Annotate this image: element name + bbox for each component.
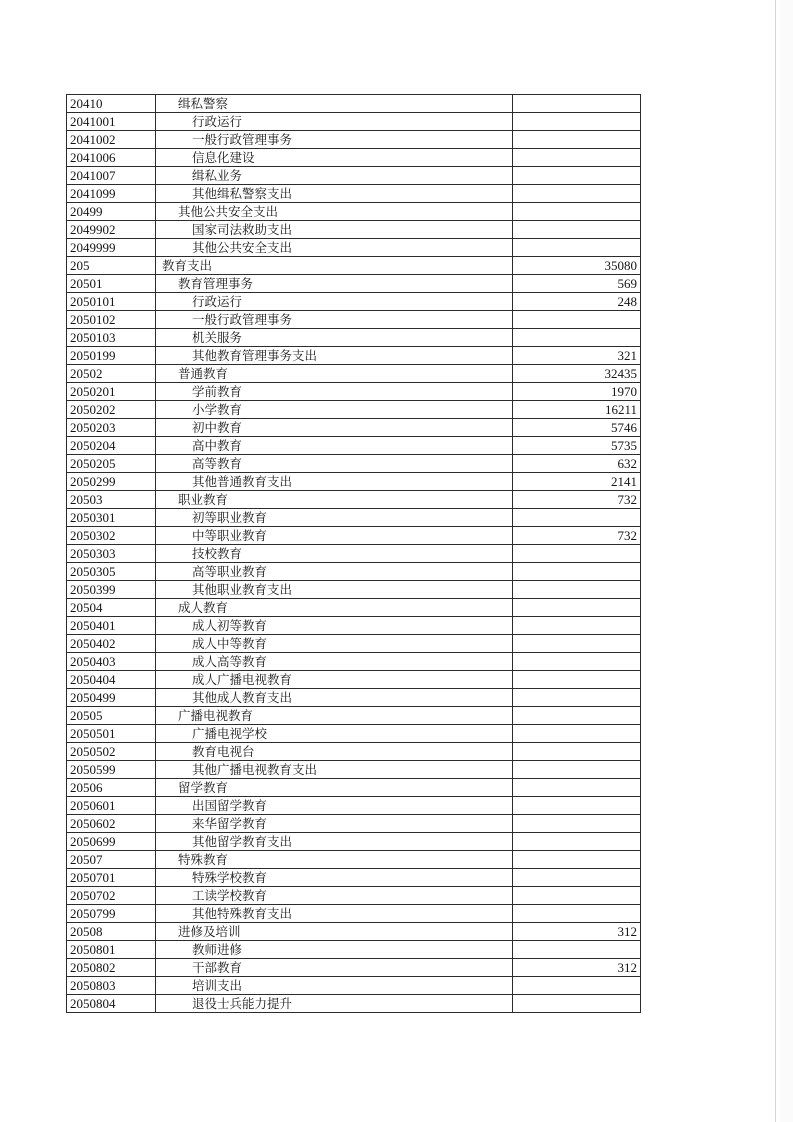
subject-code-cell: 2041006 xyxy=(67,149,156,167)
subject-code-cell: 2041001 xyxy=(67,113,156,131)
subject-code-cell: 2050502 xyxy=(67,743,156,761)
subject-name-cell: 小学教育 xyxy=(156,401,513,419)
table-row xyxy=(67,239,641,257)
table-row xyxy=(67,167,641,185)
subject-code-cell: 2050602 xyxy=(67,815,156,833)
subject-code-cell: 2050699 xyxy=(67,833,156,851)
amount-cell xyxy=(513,941,641,959)
amount-cell xyxy=(513,743,641,761)
amount-cell xyxy=(513,725,641,743)
subject-code-cell: 20508 xyxy=(67,923,156,941)
table-row xyxy=(67,833,641,851)
subject-code-cell: 2050301 xyxy=(67,509,156,527)
subject-name-cell: 教师进修 xyxy=(156,941,513,959)
amount-cell: 5735 xyxy=(513,437,641,455)
table-row xyxy=(67,905,641,923)
amount-cell: 312 xyxy=(513,959,641,977)
subject-name-cell: 机关服务 xyxy=(156,329,513,347)
table-row xyxy=(67,599,641,617)
amount-cell xyxy=(513,95,641,113)
subject-code-cell: 2050403 xyxy=(67,653,156,671)
amount-cell: 732 xyxy=(513,527,641,545)
amount-cell xyxy=(513,887,641,905)
table-row xyxy=(67,275,641,293)
table-row xyxy=(67,95,641,113)
table-row xyxy=(67,689,641,707)
amount-cell xyxy=(513,113,641,131)
table-row xyxy=(67,131,641,149)
table-row xyxy=(67,779,641,797)
amount-cell xyxy=(513,815,641,833)
amount-cell xyxy=(513,833,641,851)
table-row xyxy=(67,455,641,473)
amount-cell xyxy=(513,545,641,563)
amount-cell xyxy=(513,203,641,221)
table-row xyxy=(67,401,641,419)
table-row xyxy=(67,959,641,977)
table-row xyxy=(67,185,641,203)
subject-code-cell: 2041099 xyxy=(67,185,156,203)
amount-cell xyxy=(513,635,641,653)
amount-cell xyxy=(513,869,641,887)
amount-cell xyxy=(513,617,641,635)
subject-name-cell: 其他公共安全支出 xyxy=(156,239,513,257)
table-row xyxy=(67,671,641,689)
amount-cell: 312 xyxy=(513,923,641,941)
amount-cell xyxy=(513,851,641,869)
subject-code-cell: 2050701 xyxy=(67,869,156,887)
subject-name-cell: 成人初等教育 xyxy=(156,617,513,635)
subject-name-cell: 成人高等教育 xyxy=(156,653,513,671)
table-row xyxy=(67,203,641,221)
table-row xyxy=(67,383,641,401)
table-row xyxy=(67,473,641,491)
subject-code-cell: 2050501 xyxy=(67,725,156,743)
subject-name-cell: 其他缉私警察支出 xyxy=(156,185,513,203)
subject-name-cell: 其他成人教育支出 xyxy=(156,689,513,707)
subject-code-cell: 2041007 xyxy=(67,167,156,185)
subject-code-cell: 20499 xyxy=(67,203,156,221)
subject-code-cell: 2050702 xyxy=(67,887,156,905)
subject-name-cell: 特殊学校教育 xyxy=(156,869,513,887)
subject-name-cell: 进修及培训 xyxy=(156,923,513,941)
table-row xyxy=(67,617,641,635)
table-row xyxy=(67,581,641,599)
subject-code-cell: 2049999 xyxy=(67,239,156,257)
subject-code-cell: 2050102 xyxy=(67,311,156,329)
subject-code-cell: 2050399 xyxy=(67,581,156,599)
table-row xyxy=(67,329,641,347)
amount-cell: 732 xyxy=(513,491,641,509)
amount-cell xyxy=(513,311,641,329)
amount-cell: 16211 xyxy=(513,401,641,419)
amount-cell: 632 xyxy=(513,455,641,473)
amount-cell: 5746 xyxy=(513,419,641,437)
table-row xyxy=(67,887,641,905)
amount-cell: 35080 xyxy=(513,257,641,275)
subject-name-cell: 成人广播电视教育 xyxy=(156,671,513,689)
amount-cell xyxy=(513,329,641,347)
subject-code-cell: 2050205 xyxy=(67,455,156,473)
amount-cell xyxy=(513,761,641,779)
subject-name-cell: 其他普通教育支出 xyxy=(156,473,513,491)
subject-name-cell: 一般行政管理事务 xyxy=(156,311,513,329)
subject-code-cell: 2050804 xyxy=(67,995,156,1013)
subject-code-cell: 2050599 xyxy=(67,761,156,779)
subject-name-cell: 职业教育 xyxy=(156,491,513,509)
subject-code-cell: 2050404 xyxy=(67,671,156,689)
table-row xyxy=(67,491,641,509)
subject-name-cell: 缉私警察 xyxy=(156,95,513,113)
subject-name-cell: 教育管理事务 xyxy=(156,275,513,293)
scan-shadow xyxy=(780,0,793,1122)
subject-code-cell: 2050802 xyxy=(67,959,156,977)
subject-name-cell: 初等职业教育 xyxy=(156,509,513,527)
subject-name-cell: 其他特殊教育支出 xyxy=(156,905,513,923)
budget-table xyxy=(66,94,641,1013)
subject-code-cell: 20503 xyxy=(67,491,156,509)
table-body xyxy=(67,95,641,1013)
table-row xyxy=(67,743,641,761)
table-row xyxy=(67,761,641,779)
table-row xyxy=(67,941,641,959)
subject-code-cell: 2050305 xyxy=(67,563,156,581)
subject-name-cell: 其他公共安全支出 xyxy=(156,203,513,221)
subject-name-cell: 高等教育 xyxy=(156,455,513,473)
subject-name-cell: 教育电视台 xyxy=(156,743,513,761)
table-row xyxy=(67,725,641,743)
subject-code-cell: 2050201 xyxy=(67,383,156,401)
subject-code-cell: 2050103 xyxy=(67,329,156,347)
subject-code-cell: 2050601 xyxy=(67,797,156,815)
table-row xyxy=(67,995,641,1013)
subject-code-cell: 2050203 xyxy=(67,419,156,437)
subject-name-cell: 高等职业教育 xyxy=(156,563,513,581)
amount-cell xyxy=(513,689,641,707)
amount-cell xyxy=(513,563,641,581)
subject-name-cell: 一般行政管理事务 xyxy=(156,131,513,149)
subject-code-cell: 2050199 xyxy=(67,347,156,365)
subject-code-cell: 2050303 xyxy=(67,545,156,563)
subject-code-cell: 2050801 xyxy=(67,941,156,959)
amount-cell xyxy=(513,239,641,257)
table-row xyxy=(67,149,641,167)
subject-name-cell: 信息化建设 xyxy=(156,149,513,167)
subject-code-cell: 2041002 xyxy=(67,131,156,149)
subject-name-cell: 初中教育 xyxy=(156,419,513,437)
amount-cell: 321 xyxy=(513,347,641,365)
table-row xyxy=(67,707,641,725)
subject-name-cell: 中等职业教育 xyxy=(156,527,513,545)
amount-cell xyxy=(513,581,641,599)
table-row xyxy=(67,923,641,941)
subject-name-cell: 成人中等教育 xyxy=(156,635,513,653)
amount-cell xyxy=(513,977,641,995)
subject-name-cell: 培训支出 xyxy=(156,977,513,995)
table-row xyxy=(67,113,641,131)
subject-name-cell: 工读学校教育 xyxy=(156,887,513,905)
subject-name-cell: 普通教育 xyxy=(156,365,513,383)
subject-name-cell: 技校教育 xyxy=(156,545,513,563)
subject-name-cell: 其他职业教育支出 xyxy=(156,581,513,599)
amount-cell xyxy=(513,671,641,689)
subject-code-cell: 20505 xyxy=(67,707,156,725)
table-row xyxy=(67,293,641,311)
subject-code-cell: 2050402 xyxy=(67,635,156,653)
amount-cell xyxy=(513,185,641,203)
subject-code-cell: 20501 xyxy=(67,275,156,293)
subject-code-cell: 20507 xyxy=(67,851,156,869)
table-row xyxy=(67,347,641,365)
subject-name-cell: 留学教育 xyxy=(156,779,513,797)
subject-code-cell: 2050204 xyxy=(67,437,156,455)
subject-code-cell: 2050799 xyxy=(67,905,156,923)
amount-cell: 32435 xyxy=(513,365,641,383)
subject-name-cell: 成人教育 xyxy=(156,599,513,617)
table-row xyxy=(67,311,641,329)
amount-cell xyxy=(513,149,641,167)
amount-cell xyxy=(513,707,641,725)
amount-cell xyxy=(513,797,641,815)
table-row xyxy=(67,527,641,545)
subject-name-cell: 出国留学教育 xyxy=(156,797,513,815)
table-row xyxy=(67,365,641,383)
subject-code-cell: 2050803 xyxy=(67,977,156,995)
amount-cell xyxy=(513,221,641,239)
amount-cell: 248 xyxy=(513,293,641,311)
subject-name-cell: 行政运行 xyxy=(156,293,513,311)
amount-cell xyxy=(513,131,641,149)
subject-name-cell: 干部教育 xyxy=(156,959,513,977)
amount-cell xyxy=(513,167,641,185)
subject-code-cell: 2049902 xyxy=(67,221,156,239)
subject-name-cell: 其他教育管理事务支出 xyxy=(156,347,513,365)
table-row xyxy=(67,221,641,239)
subject-name-cell: 来华留学教育 xyxy=(156,815,513,833)
table-row xyxy=(67,977,641,995)
subject-code-cell: 2050101 xyxy=(67,293,156,311)
subject-code-cell: 2050401 xyxy=(67,617,156,635)
subject-name-cell: 缉私业务 xyxy=(156,167,513,185)
subject-name-cell: 教育支出 xyxy=(156,257,513,275)
amount-cell: 569 xyxy=(513,275,641,293)
subject-name-cell: 退役士兵能力提升 xyxy=(156,995,513,1013)
table-row xyxy=(67,815,641,833)
subject-name-cell: 其他广播电视教育支出 xyxy=(156,761,513,779)
table-row xyxy=(67,257,641,275)
table-row xyxy=(67,797,641,815)
subject-code-cell: 20504 xyxy=(67,599,156,617)
table-row xyxy=(67,437,641,455)
subject-code-cell: 205 xyxy=(67,257,156,275)
table-row xyxy=(67,869,641,887)
subject-code-cell: 2050499 xyxy=(67,689,156,707)
amount-cell xyxy=(513,653,641,671)
amount-cell xyxy=(513,599,641,617)
amount-cell: 2141 xyxy=(513,473,641,491)
subject-name-cell: 其他留学教育支出 xyxy=(156,833,513,851)
amount-cell xyxy=(513,995,641,1013)
subject-name-cell: 国家司法救助支出 xyxy=(156,221,513,239)
scan-edge-line xyxy=(775,0,776,1122)
table-row xyxy=(67,545,641,563)
subject-code-cell: 2050302 xyxy=(67,527,156,545)
amount-cell xyxy=(513,779,641,797)
table-row xyxy=(67,563,641,581)
subject-name-cell: 高中教育 xyxy=(156,437,513,455)
amount-cell xyxy=(513,509,641,527)
amount-cell: 1970 xyxy=(513,383,641,401)
table-row xyxy=(67,851,641,869)
amount-cell xyxy=(513,905,641,923)
subject-code-cell: 2050299 xyxy=(67,473,156,491)
subject-name-cell: 学前教育 xyxy=(156,383,513,401)
table-row xyxy=(67,635,641,653)
subject-code-cell: 20410 xyxy=(67,95,156,113)
subject-code-cell: 20506 xyxy=(67,779,156,797)
table-row xyxy=(67,653,641,671)
subject-code-cell: 20502 xyxy=(67,365,156,383)
table-row xyxy=(67,509,641,527)
table-row xyxy=(67,419,641,437)
subject-name-cell: 特殊教育 xyxy=(156,851,513,869)
subject-name-cell: 广播电视学校 xyxy=(156,725,513,743)
subject-name-cell: 行政运行 xyxy=(156,113,513,131)
subject-name-cell: 广播电视教育 xyxy=(156,707,513,725)
subject-code-cell: 2050202 xyxy=(67,401,156,419)
